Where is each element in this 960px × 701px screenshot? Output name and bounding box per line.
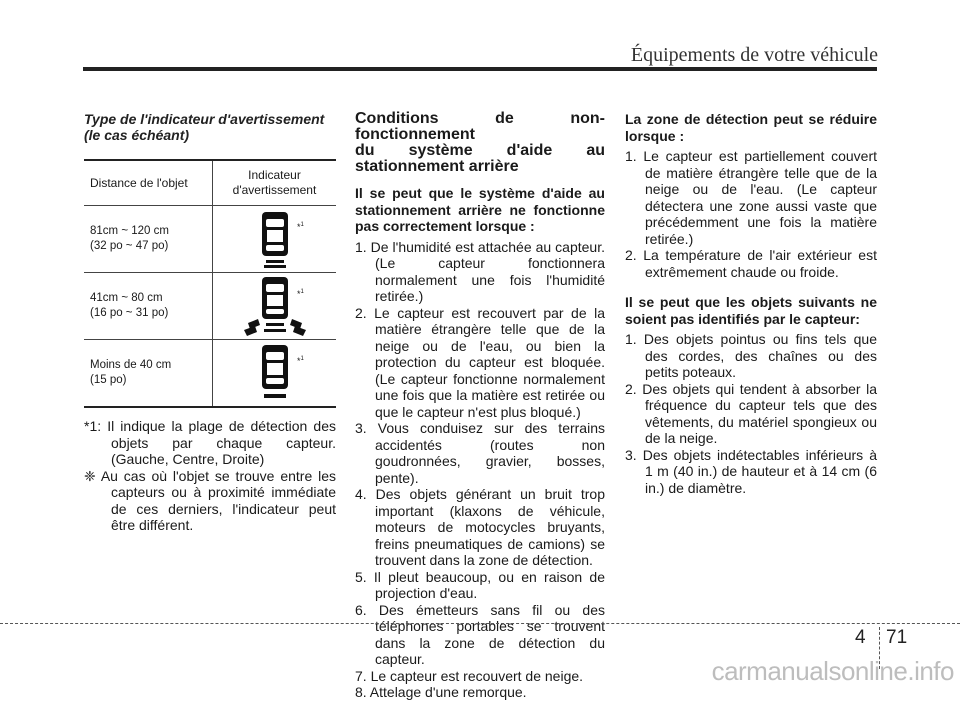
heading-line1: Conditions de non-fonctionnement — [355, 110, 605, 143]
header-distance — [84, 161, 213, 205]
undetected-objects-list — [625, 331, 877, 496]
footnote-number: 1 — [300, 356, 304, 362]
footnote-number: 1 — [300, 222, 304, 228]
distance-cell — [84, 273, 213, 339]
indicator-cell — [213, 273, 336, 339]
footnote-star: * — [297, 222, 301, 232]
indicator-type-heading: Type de l'indicateur d'avertissement (le cas échéant) — [84, 111, 325, 143]
table-row — [84, 206, 336, 273]
table-row — [84, 340, 336, 406]
list-item: 3. Vous conduisez sur des terrains accidentés (routes non goudronnées, gravier, bosses, pente). — [355, 420, 605, 486]
distance-line1: 81cm ~ 120 cm — [90, 225, 169, 237]
footnote-marker — [297, 285, 304, 302]
list-item: 8. Attelage d'une remorque. — [355, 684, 527, 700]
footnote-marker — [297, 218, 304, 235]
footnote-star: * — [297, 356, 301, 366]
header-rule — [83, 67, 877, 71]
footnote-number: 1 — [300, 289, 304, 295]
list-item: 3. Des objets indétectables inférieurs à 1 m (40 in.) de hauteur et à 14 cm (6 in.) de diamètre. — [625, 446, 877, 496]
table-row — [84, 273, 336, 340]
indicator-cell — [213, 206, 336, 272]
reduced-zone-list — [625, 148, 877, 280]
column-3 — [625, 111, 877, 496]
chapter-number: 4 — [855, 627, 866, 648]
note-detection-range: *1: Il indique la plage de détection des objets par chaque capteur. (Gauche, Centre, Droite) — [84, 418, 336, 467]
column-1 — [84, 111, 336, 534]
reduced-zone-lead: La zone de détection peut se réduire lorsque : — [625, 111, 877, 144]
distance-line2: (32 po ~ 47 po) — [90, 240, 169, 252]
distance-cell — [84, 340, 213, 406]
list-item: 1. De l'humidité est attachée au capteur. (Le capteur fonctionnera normalement une fois l'humidité retirée.) — [355, 238, 605, 304]
table-notes — [84, 418, 336, 534]
header-indicator-line2: d'avertissement — [232, 183, 317, 197]
list-item: 5. Il pleut beaucoup, ou en raison de projection d'eau. — [355, 568, 605, 601]
list-item: 6. Des émetteurs sans fil ou des téléphones portables se trouvent dans la zone de détection du capteur. — [355, 601, 605, 667]
page-header-title: Équipements de votre véhicule — [630, 44, 878, 66]
header-indicator — [213, 161, 336, 205]
list-item: 4. Des objets générant un bruit trop important (klaxons de véhicule, moteurs de motocycles bruyants, freins pneumatiques de camions) se trouvent dans la zone de détection. — [355, 486, 605, 568]
table-header-row — [84, 161, 336, 206]
indicator-cell — [213, 340, 336, 406]
indicator-table — [84, 159, 336, 408]
distance-cell — [84, 206, 213, 272]
non-operation-list — [355, 239, 605, 701]
header-indicator-line1: Indicateur — [248, 168, 301, 182]
heading-line3: stationnement arrière — [355, 158, 519, 175]
list-item: 1. Le capteur est partiellement couvert de matière étrangère telle que de la neige ou de l'eau. (Le capteur détectera une zone aussi vaste que précédemment une fois la matière retirée.) — [625, 148, 877, 247]
list-item: 2. Des objets qui tendent à absorber la fréquence du capteur tels que des vêtements, du matériel spongieux ou de la neige. — [625, 380, 877, 446]
footnote-marker — [297, 352, 304, 369]
header-distance-label: Distance de l'objet — [90, 175, 188, 190]
note-between-sensors: ❈ Au cas où l'objet se trouve entre les capteurs ou à proximité immédiate de ces derniers, l'indicateur peut être différent. — [84, 467, 336, 533]
distance-line1: 41cm ~ 80 cm — [90, 292, 163, 304]
list-item: 1. Des objets pointus ou fins tels que des cordes, des chaînes ou des petits poteaux. — [625, 331, 877, 380]
distance-line2: (15 po) — [90, 374, 127, 386]
distance-line2: (16 po ~ 31 po) — [90, 307, 169, 319]
footer-rule — [0, 623, 960, 624]
list-item: 7. Le capteur est recouvert de neige. — [355, 667, 584, 684]
watermark: carmanualsonline.info — [711, 656, 954, 686]
footnote-star: * — [297, 289, 301, 299]
list-item: 2. Le capteur est recouvert par de la matière étrangère telle que de la neige ou de l'eau, ou bien la protection du capteur est bloquée. (Le capteur fonctionne normalement une fois que la matière est retirée ou que le capteur n'est plus bloqué.) — [355, 304, 605, 420]
heading-line2: du système d'aide au — [355, 142, 605, 159]
non-operation-heading — [355, 111, 605, 175]
page-number: 71 — [886, 627, 908, 648]
distance-line1: Moins de 40 cm — [90, 359, 172, 371]
column-2 — [355, 111, 605, 701]
undetected-objects-lead: Il se peut que les objets suivants ne soient pas identifiés par le capteur: — [625, 294, 877, 327]
list-item: 2. La température de l'air extérieur est extrêmement chaude ou froide. — [625, 247, 877, 280]
non-operation-lead: Il se peut que le système d'aide au stationnement arrière ne fonctionne pas correctement lorsque : — [355, 185, 605, 234]
